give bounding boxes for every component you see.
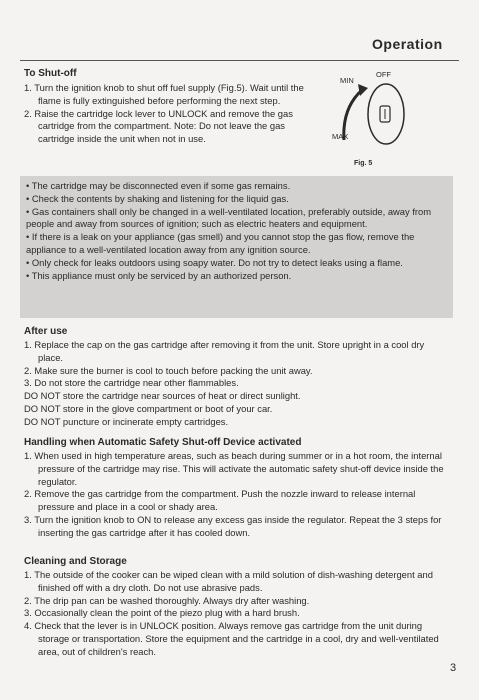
cleaning-step: 3. Occasionally clean the point of the piezo plug with a hard brush.	[24, 607, 300, 619]
section-title-safety: Handling when Automatic Safety Shut-off Device activated	[24, 437, 302, 448]
knob-outline-icon	[368, 84, 404, 144]
shutoff-step-1: 1. Turn the ignition knob to shut off fuel supply (Fig.5). Wait until the flame is fully extinguished before performing the next step.	[24, 82, 304, 106]
cleaning-steps	[24, 569, 450, 659]
warning-item: • The cartridge may be disconnected even if some gas remains.	[26, 180, 291, 191]
section-title-after-use: After use	[24, 326, 68, 337]
warning-item: • If there is a leak on your appliance (gas smell) and you cannot stop the gas flow, remove the appliance to a well-ventilated location away from any ignition source.	[26, 231, 415, 255]
after-use-step: 2. Make sure the burner is cool to touch before packing the unit away.	[24, 364, 313, 376]
after-use-step: 1. Replace the cap on the gas cartridge after removing it from the unit. Store upright in a cool dry place.	[24, 339, 425, 363]
header-divider	[20, 60, 459, 61]
warning-box	[20, 176, 453, 318]
figure-off-label: OFF	[376, 70, 391, 79]
after-use-note: DO NOT store the cartridge near sources of heat or direct sunlight.	[24, 390, 301, 402]
after-use-steps	[24, 339, 450, 429]
warning-item: • Only check for leaks outdoors using soapy water. Do not try to detect leaks using a flame.	[26, 256, 403, 268]
warning-item: • Gas containers shall only be changed in a well-ventilated location, preferably outside, away from people and away from sources of ignition; such as electric heaters and equipment.	[26, 205, 432, 230]
after-use-note: DO NOT puncture or incinerate empty cartridges.	[24, 415, 229, 427]
warning-list	[26, 180, 448, 282]
shutoff-steps	[24, 82, 312, 146]
after-use-step: 3. Do not store the cartridge near other flammables.	[24, 377, 239, 389]
section-title-cleaning: Cleaning and Storage	[24, 556, 127, 567]
warning-item: • Check the contents by shaking and listening for the liquid gas.	[26, 192, 289, 204]
cleaning-step: 1. The outside of the cooker can be wiped clean with a mild solution of dish-washing detergent and finished off with a dry cloth. Do not use abrasive pads.	[24, 569, 433, 593]
section-title-shutoff: To Shut-off	[24, 68, 77, 79]
shutoff-step-2: 2. Raise the cartridge lock lever to UNLOCK and remove the gas cartridge from the compartment. Note: Do not leave the gas cartridge inside the unit when not in use.	[24, 107, 293, 145]
safety-step: 3. Turn the ignition knob to ON to release any excess gas inside the regulator. Repeat the 3 steps for inserting the gas cartridge after it has cooled down.	[24, 513, 442, 538]
figure-max-label: MAX	[332, 132, 349, 141]
cleaning-step: 2. The drip pan can be washed thoroughly. Always dry after washing.	[24, 594, 310, 606]
cleaning-step: 4. Check that the lever is in UNLOCK position. Always remove gas cartridge from the unit during storage or transportation. Store the equipment and the cartridge in a cool, dry and well-ventilated area, out of children's reach.	[24, 620, 439, 657]
safety-step: 2. Remove the gas cartridge from the compartment. Push the nozzle inward to release internal pressure and place in a cool or shady area.	[24, 488, 416, 513]
safety-step: 1. When used in high temperature areas, such as beach during summer or in a hot room, the internal pressure of the cartridge may rise. This will activate the automatic safety shut-off device inside the regulator.	[24, 450, 444, 487]
safety-steps	[24, 450, 450, 540]
after-use-note: DO NOT store in the glove compartment or boot of your car.	[24, 402, 273, 414]
page-number: 3	[450, 662, 457, 674]
figure-caption: Fig. 5	[354, 160, 373, 167]
page-title: Operation	[372, 36, 443, 52]
figure-min-label: MIN	[340, 76, 354, 85]
warning-item: • This appliance must only be serviced by an authorized person.	[26, 269, 292, 281]
